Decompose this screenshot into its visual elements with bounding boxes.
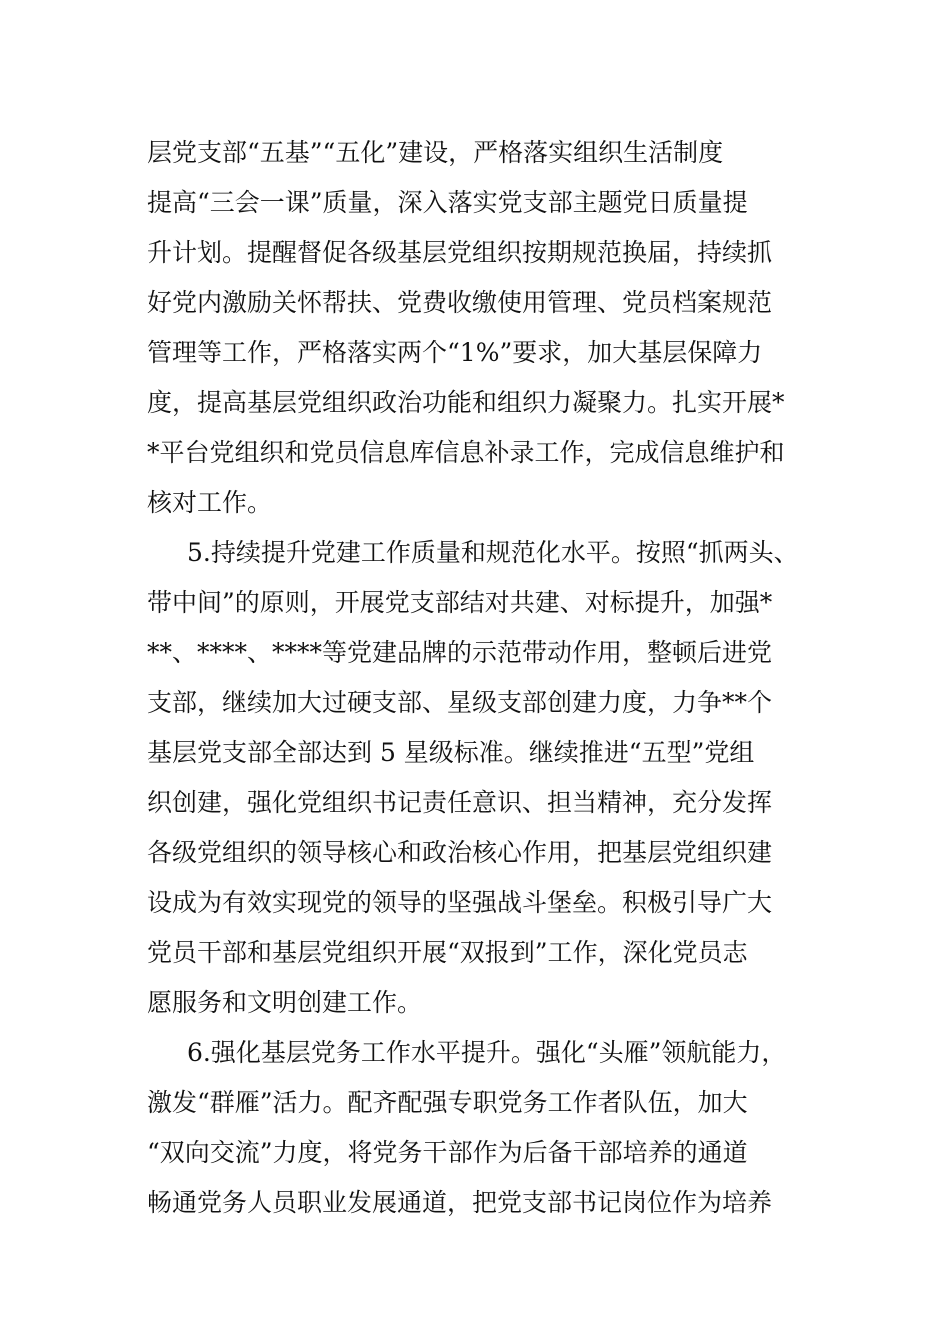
section-heading-line: 6.强化基层党务工作水平提升。强化“头雁”领航能力， xyxy=(187,1038,787,1067)
text-line: 各级党组织的领导核心和政治核心作用，把基层党组织建 xyxy=(147,838,773,867)
text-line: 提高“三会一课”质量，深入落实党支部主题党日质量提 xyxy=(147,188,748,217)
text-line: 支部，继续加大过硬支部、星级支部创建力度，力争**个 xyxy=(147,688,773,717)
text-line: 管理等工作，严格落实两个“1%”要求，加大基层保障力 xyxy=(147,338,763,367)
text-line: 带中间”的原则，开展党支部结对共建、对标提升，加强* xyxy=(147,588,773,617)
text-line: 设成为有效实现党的领导的坚强战斗堡垒。积极引导广大 xyxy=(147,888,773,917)
text-line: *平台党组织和党员信息库信息补录工作，完成信息维护和 xyxy=(147,438,785,467)
text-line: 层党支部“五基”“五化”建设，严格落实组织生活制度 xyxy=(147,138,724,167)
text-line: 核对工作。 xyxy=(147,488,273,517)
body-text xyxy=(147,128,827,1228)
text-line: 基层党支部全部达到 5 星级标准。继续推进“五型”党组 xyxy=(147,738,755,767)
text-line: 畅通党务人员职业发展通道，把党支部书记岗位作为培养 xyxy=(147,1188,773,1217)
text-line: 党员干部和基层党组织开展“双报到”工作，深化党员志 xyxy=(147,938,748,967)
text-line: “双向交流”力度，将党务干部作为后备干部培养的通道 xyxy=(147,1138,748,1167)
section-heading-line: 5.持续提升党建工作质量和规范化水平。按照“抓两头、 xyxy=(187,538,799,567)
text-line: 织创建，强化党组织书记责任意识、担当精神，充分发挥 xyxy=(147,788,773,817)
text-line: 升计划。提醒督促各级基层党组织按期规范换届，持续抓 xyxy=(147,238,773,267)
text-line: 好党内激励关怀帮扶、党费收缴使用管理、党员档案规范 xyxy=(147,288,773,317)
text-line: 度，提高基层党组织政治功能和组织力凝聚力。扎实开展* xyxy=(147,388,785,417)
text-line: **、****、****等党建品牌的示范带动作用，整顿后进党 xyxy=(147,638,773,667)
text-line: 激发“群雁”活力。配齐配强专职党务工作者队伍，加大 xyxy=(147,1088,748,1117)
text-line: 愿服务和文明创建工作。 xyxy=(147,988,423,1017)
